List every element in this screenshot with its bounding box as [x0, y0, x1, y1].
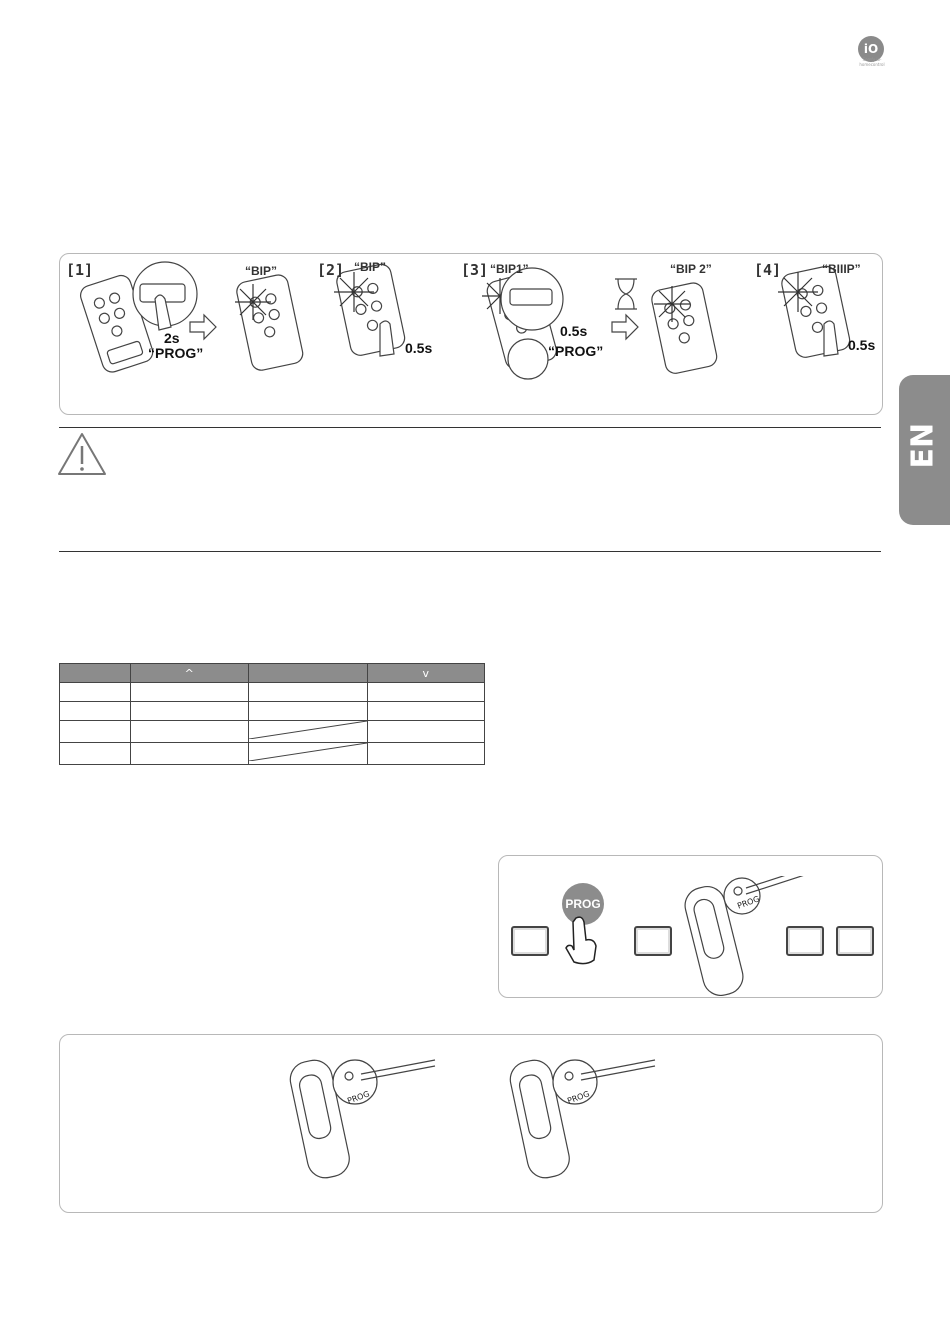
remote-prog-label-1: PROG: [346, 1089, 371, 1106]
table-diagonal: [249, 721, 367, 739]
step-2-duration: 0.5s: [405, 340, 433, 356]
step-3-label: [3]: [461, 261, 489, 279]
prog-panel: [498, 855, 883, 998]
table-header-cell: [60, 664, 131, 683]
function-table: [59, 663, 485, 765]
io-logo-subtext: Somfy io-homecontrol: [859, 57, 885, 67]
table-header-row: [60, 664, 485, 683]
flash-star-5: [778, 272, 818, 312]
step-4-duration: 0.5s: [848, 337, 876, 353]
hand-icon: [562, 916, 602, 966]
step-4-label: [4]: [754, 261, 782, 279]
step-3-beep1: “BIP1”: [490, 262, 529, 276]
language-tab: [899, 375, 950, 525]
step-3-beep2: “BIP 2”: [670, 262, 712, 276]
flash-star-1: [235, 284, 271, 320]
arrow-right-icon-2: [612, 315, 638, 339]
remote-prog-label: PROG: [736, 894, 761, 911]
table-header-up: ^: [131, 664, 249, 683]
flash-star-4: [654, 286, 690, 322]
button-box-3[interactable]: [786, 926, 824, 956]
table-row: [60, 743, 485, 765]
step-1-duration: 2s: [164, 330, 180, 346]
remote-4: [780, 265, 851, 360]
remote-1b: [235, 273, 305, 372]
bottom-panel: [59, 1034, 883, 1213]
step-2-label: [2]: [317, 261, 345, 279]
hourglass-icon: [615, 279, 637, 309]
arrow-right-icon: [190, 315, 216, 339]
button-box-1[interactable]: [511, 926, 549, 956]
button-box-4[interactable]: [836, 926, 874, 956]
zoom-circle-3b: [508, 339, 548, 379]
warning-icon: [56, 430, 108, 478]
step-3-button: “PROG”: [548, 343, 604, 359]
remote-2: [335, 263, 406, 358]
table-header-cell: [248, 664, 367, 683]
warning-bottom-rule: [59, 551, 881, 552]
prog-button[interactable]: PROG: [562, 883, 604, 925]
remote-pen-illustration-1: [285, 1050, 445, 1180]
step-1-label: [1]: [66, 261, 94, 279]
step-3-duration: 0.5s: [560, 323, 588, 339]
step-2-beep: “BIP”: [354, 260, 387, 274]
io-logo: iO: [858, 36, 884, 62]
step-1-beep: “BIP”: [245, 264, 278, 278]
table-header-down: v: [367, 664, 484, 683]
warning-top-rule: [59, 427, 881, 428]
step-4-beep: “BIIIP”: [822, 262, 861, 276]
steps-panel: [59, 253, 883, 415]
button-box-2[interactable]: [634, 926, 672, 956]
language-tab-label: EN: [905, 422, 941, 469]
table-row: [60, 683, 485, 702]
step-1-button: “PROG”: [148, 345, 204, 361]
remote-prog-label-2: PROG: [566, 1089, 591, 1106]
remote-pen-illustration-2: [505, 1050, 665, 1180]
table-diagonal: [249, 743, 367, 761]
remote-3b: [650, 281, 719, 375]
table-row: [60, 702, 485, 721]
table-row: [60, 721, 485, 743]
